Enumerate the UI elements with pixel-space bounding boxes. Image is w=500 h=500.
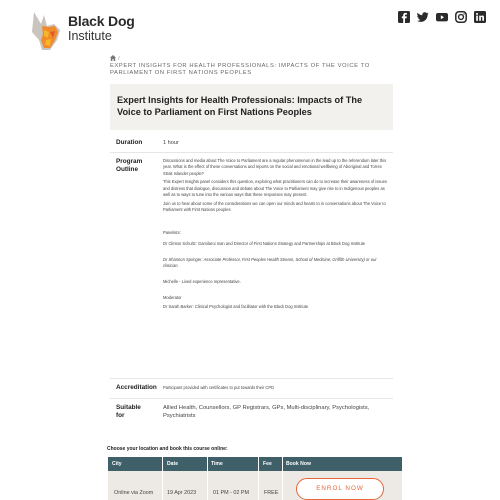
booking-table-header xyxy=(108,457,402,471)
youtube-icon[interactable] xyxy=(436,11,448,23)
cell-time: 01 PM - 02 PM xyxy=(213,490,249,496)
accreditation-label: Accreditation xyxy=(116,384,157,391)
cell-city: Online via Zoom xyxy=(114,490,154,496)
panelists-heading: Panelists: xyxy=(163,230,181,236)
column-divider xyxy=(282,457,283,500)
outline-paragraph: Join us to hear about some of the considerations we can open our minds and hearts to in conversations about The Voice to Parliament with First Nations peoples xyxy=(163,200,386,213)
panelist-1: Dr Clinton Schultz: Gamilaroi man and Director of First Nations Strategy and Partnerships at Black Dog Institute xyxy=(163,241,366,247)
course-title-box xyxy=(110,84,393,130)
linkedin-icon[interactable] xyxy=(474,11,486,23)
divider xyxy=(110,398,393,399)
column-header-city: City xyxy=(112,461,122,467)
facebook-icon[interactable] xyxy=(398,11,410,23)
outline-paragraph: Discussions and media about The Voice to Parliament are a regular phenomenon in the lead up to the referendum later this year. What is the effect of these conversations and reports on the social and emotional wellbeing of Aboriginal and Torres Strait Islander people? xyxy=(163,158,387,176)
column-header-date: Date xyxy=(167,461,179,467)
page-title: Expert Insights for Health Professionals: Impacts of The Voice to Parliament on First Nations Peoples xyxy=(117,95,363,117)
site-header xyxy=(0,0,500,50)
breadcrumb xyxy=(110,55,390,77)
breadcrumb-separator: / xyxy=(118,56,121,62)
program-outline-label-line-1: Program xyxy=(116,158,143,165)
brand-line-2: Institute xyxy=(68,29,112,43)
suitable-for-label-line-1: Suitable xyxy=(116,404,141,411)
suitable-for-value: Allied Health, Counsellors, GP Registrars, GPs, Multi-disciplinary, Psychologists, Psychiatrists xyxy=(163,405,370,419)
column-divider xyxy=(258,457,259,500)
brand-name[interactable] xyxy=(68,14,135,44)
panelist-2: Dr Shannon Springer: Associate Professor, First Peoples Health Stream, School of Medicine, Griffith University) or our clinician. xyxy=(163,256,377,269)
enrol-now-button[interactable]: ENROL NOW xyxy=(296,478,384,500)
booking-heading: Choose your location and book this course online: xyxy=(107,446,228,452)
column-divider xyxy=(207,457,208,500)
social-links xyxy=(398,11,486,23)
cell-date: 19 Apr 2023 xyxy=(167,490,197,496)
column-header-fee: Fee xyxy=(263,461,272,467)
program-outline-label-line-2: Outline xyxy=(116,166,139,173)
suitable-for-label xyxy=(116,404,141,420)
home-icon[interactable] xyxy=(110,55,116,61)
instagram-icon[interactable] xyxy=(455,11,467,23)
duration-label: Duration xyxy=(116,139,143,146)
twitter-icon[interactable] xyxy=(417,11,429,23)
cell-fee: FREE xyxy=(264,490,279,496)
divider xyxy=(110,378,393,379)
divider xyxy=(110,152,393,153)
program-outline-text xyxy=(163,158,391,313)
panelist-3: Michelle - Lived experience representative. xyxy=(163,279,241,285)
program-outline-label xyxy=(116,158,142,174)
duration-value: 1 hour xyxy=(163,140,179,146)
outline-paragraph: This Expert Insights panel considers this question, exploring what practitioners can do to increase their awareness of issues and distress that dialogue, discussion and debate about The Voice to Parliament may give rise to in Indigenous peoples as well as to ways to tune into the various ways that these responses may present. xyxy=(163,179,387,198)
suitable-for-label-line-2: for xyxy=(116,412,125,419)
column-divider xyxy=(162,457,163,500)
accreditation-value: Participant provided with certificates to put towards their CPD xyxy=(163,385,275,390)
moderator-1: Dr Sarah Barker: Clinical Psychologist and facilitator with the Black Dog Institute xyxy=(163,303,309,309)
column-header-book-now: Book Now xyxy=(286,461,311,467)
black-dog-logo-icon[interactable] xyxy=(30,10,68,52)
brand-line-1: Black Dog xyxy=(68,13,135,29)
breadcrumb-current: EXPERT INSIGHTS FOR HEALTH PROFESSIONALS: IMPACTS OF THE VOICE TO PARLIAMENT ON FIRST NATIONS PEOPLES xyxy=(110,63,370,76)
moderator-heading: Moderator xyxy=(163,295,182,301)
column-header-time: Time xyxy=(211,461,223,467)
